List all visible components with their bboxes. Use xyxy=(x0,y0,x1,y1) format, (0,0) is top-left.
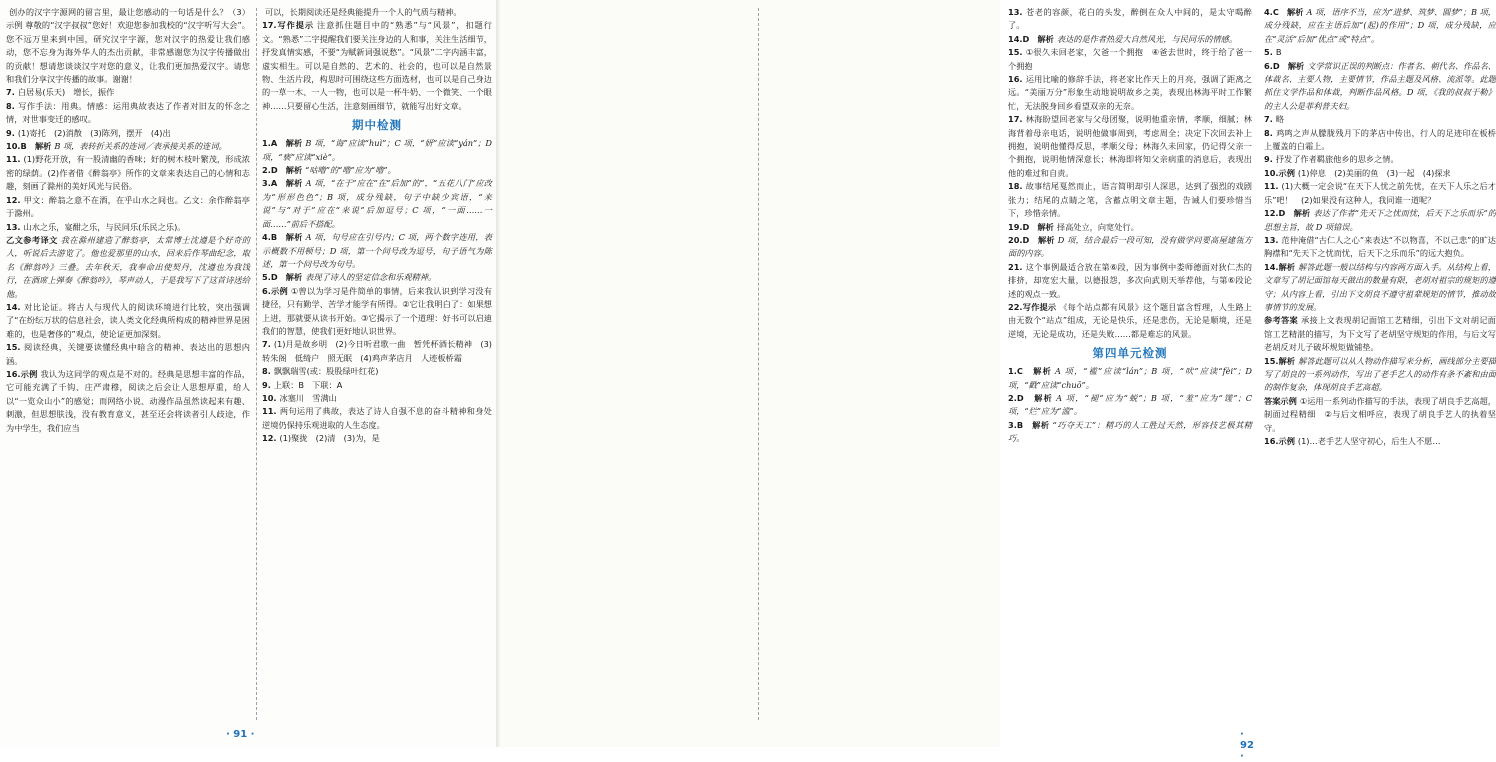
answer-text: 两句运用了典故，表达了诗人自强不息的奋斗精神和身处逆境仍保持乐观进取的人生态度。 xyxy=(262,406,492,430)
answer-item xyxy=(262,285,492,339)
answer-item xyxy=(262,405,492,432)
answer-item xyxy=(1264,207,1496,234)
answer-text: A 项，语序不当，应为“进梦、筑梦、圆梦”；B 项，成分残缺，应在主语后加“(起)的作用”；D 项，成分残缺，应在“灵活”后加“优点”或“特点”。 xyxy=(1264,7,1496,44)
answer-label: D 解析 xyxy=(1022,234,1055,245)
answer-number: 9. xyxy=(6,127,15,138)
answer-item xyxy=(1008,261,1252,301)
answer-number: 9. xyxy=(1264,154,1273,165)
answer-text: A 项，“褪”应为“蜕”；B 项，“羞”应为“馐”；C 项，“烂”应为“滥”。 xyxy=(1008,392,1252,417)
answer-item xyxy=(6,86,250,99)
answer-text: 我认为这同学的观点是不对的。经典是思想丰富的作品，它可能充满了千钩、庄严肃穆，阅读之后会让人思想厚重，给人以“一览众山小”的感觉；而网络小说、动漫作品虽然读起来有趣、刺激，但思想肤浅，没有教育意义，甚至还会将读者引人歧途，作为中学生，我们应当 xyxy=(6,368,250,433)
answer-item xyxy=(1008,113,1252,180)
answer-item xyxy=(1008,365,1252,392)
answer-number: 7. xyxy=(1264,114,1273,125)
answer-text: B 项，“诲”应读“huì”；C 项，“妍”应读“yán”；D 项，“亵”应读“xiè”。 xyxy=(262,138,492,162)
answer-item xyxy=(262,231,492,271)
answer-item xyxy=(1264,234,1496,261)
section-heading: 第四单元检测 xyxy=(1092,346,1168,361)
answer-number: 16. xyxy=(1264,436,1279,446)
answer-text: 可以，长期阅读还是经典能提升一个人的气质与精神。 xyxy=(265,7,462,17)
column-divider-right xyxy=(758,8,759,720)
answer-number: 12. xyxy=(6,194,21,205)
answer-text: 注意抓住题目中的“熟悉”与“风景”，扣题行文。“熟悉”二字提醒我们要关注身边的人和事，关注生活细节，抒发真情实感，不要“为赋新词强说愁”。“风景”二字内涵丰富，虚实相生。可以是自然的、艺术的、社会的，也可以是自然景物、生活片段，构思时可围绕这些方面选材，也可以是自己身边的一草一木、一人一物，也可以是一杯牛奶、一个微笑、一个眼神……只要留心生活，注意刻画细节，就能写出好文章。 xyxy=(262,20,492,111)
answer-number: 19. xyxy=(1008,221,1023,232)
answer-text: (1)停息 (2)美丽的鱼 (3)一起 (4)探求 xyxy=(1297,167,1451,178)
answer-text: 鸡鸣之声从朦胧残月下的茅店中传出，行人的足迹印在板桥上覆盖的白霜上。 xyxy=(1264,127,1496,152)
answer-item xyxy=(1264,435,1496,448)
answer-label: 示例 xyxy=(1278,167,1295,178)
answer-number: 20. xyxy=(1008,234,1023,245)
answer-text: ①曾以为学习是件简单的事情，后来我认识到学习没有捷径，只有勤学、苦学才能学有所得。②它让我明白了：如果想上进，那就要从读书开始。③它揭示了一个道理：好书可以启迪我们的智慧，使我们更好地认识世界。 xyxy=(262,285,492,336)
answer-label: D 解析 xyxy=(1278,208,1311,219)
answer-item xyxy=(1008,180,1252,220)
answer-label: D 解析 xyxy=(1022,221,1054,232)
answer-text: (1)月是故乡明 (2)今日听君歌一曲 暂凭杯酒长精神 (3)转朱阁 低绮户 照无眠 (4)鸡声茅店月 人迹板桥霜 xyxy=(262,339,492,363)
answer-item xyxy=(262,338,492,365)
answer-item xyxy=(1008,234,1252,261)
answer-text: 《每个站点都有风景》这个题目富含哲理，人生路上由无数个“站点”组成，无论是快乐，还是悲伤，无论是顺境，还是逆境，无论是成功，还是失败……都是难忘的风景。 xyxy=(1008,301,1252,339)
answer-item xyxy=(262,137,492,164)
answer-text: 冰塞川 雪满山 xyxy=(279,392,337,403)
answer-text: 对比论证。将古人与现代人的阅读环境进行比较，突出强调了“在纷纭万状的信息社会，读人类文化经典所构成的精神世界是困难的，也是奢侈的”观点，使论证更加深刻。 xyxy=(6,301,250,339)
answer-text: (1)大概一定会说“在天下人忧之前先忧，在天下人乐之后才乐”吧！ (2)如果没有这种人，我同谁一道呢？ xyxy=(1264,181,1496,205)
answer-text: 林海盼望回老家与父母团聚，说明他重亲情，孝顺，细腻；林海背着母亲电话，说明他做事周到，考虑周全；决定下次回去补上拥抱，说明他懂得反思，孝顺父母；林海久未回家，仍记得父亲一个拥抱，说明他情深意长；林海即将知父亲病重的消息后，表现出他的难过和自责。 xyxy=(1008,114,1252,178)
answer-number: 4. xyxy=(262,232,271,243)
answer-number: 8. xyxy=(262,366,271,377)
answer-label: D 解析 xyxy=(1016,392,1054,403)
answer-number: 1. xyxy=(262,138,271,149)
answer-number: 14. xyxy=(1264,261,1279,272)
answer-item xyxy=(6,368,250,435)
answer-item xyxy=(1264,314,1496,354)
answer-item xyxy=(1264,180,1496,207)
right-page xyxy=(500,0,1496,762)
answer-item xyxy=(1264,127,1496,154)
left-page xyxy=(0,0,500,747)
answer-text: 承接上文表现胡记面馆工艺精细，引出下文对胡记面馆工艺精湛的描写，为下文写了老胡坚守规矩的作用，与后文写老胡反对儿子破坏规矩做铺垫。 xyxy=(1264,315,1496,353)
answer-number: 2. xyxy=(262,165,271,176)
answer-number: 9. xyxy=(262,379,271,390)
answer-item xyxy=(6,127,250,140)
answer-text: 创办的汉字字源网的留言里，最让您感动的一句话是什么？（3）示例 尊敬的“汉字叔叔”您好！欢迎您参加我校的“汉字听写大会”。您不远万里来到中国，研究汉字字源，您对汉字的热爱让我们感动，您不忘身为海外华人的杰出贡献，非常感谢您为汉字传播做出的贡献！想请您谈谈汉字对您的意义，让我们更加热爱汉字。请您和我们分享汉字传播的故事。谢谢！ xyxy=(6,7,250,85)
answer-item xyxy=(1008,33,1252,46)
answer-label: 示例 xyxy=(20,368,38,379)
answer-item xyxy=(6,234,250,301)
answer-number: 10. xyxy=(262,392,277,403)
answer-text: 白居易(乐天) 增长，振作 xyxy=(17,87,115,98)
answer-text: 解答此题可以从人物动作描写来分析，画线部分主要描写了胡良的一系列动作，写出了老手艺人的动作有条不紊和由面的制作复杂，体现胡良手艺高超。 xyxy=(1264,355,1496,393)
answer-number: 6. xyxy=(262,285,271,296)
answer-item xyxy=(6,6,250,86)
answer-label: 乙文参考译文 xyxy=(6,234,58,245)
answer-text: ①运用一系列动作描写的手法，表现了胡良手艺高超，制面过程精细 ②与后文相呼应，表现了胡良手艺人的执着坚守。 xyxy=(1264,395,1496,433)
answer-label: D 解析 xyxy=(1272,60,1305,71)
answer-item xyxy=(262,365,492,378)
answer-number: 6. xyxy=(1264,60,1273,71)
answer-label: B 解析 xyxy=(20,141,52,152)
answer-label: 示例 xyxy=(1278,436,1295,446)
answer-number: 8. xyxy=(6,100,15,111)
answer-number: 11. xyxy=(262,406,277,417)
answer-number: 3. xyxy=(1008,419,1017,430)
answer-number: 16. xyxy=(1008,74,1023,85)
answer-label: A 解析 xyxy=(270,138,303,149)
answer-number: 1. xyxy=(1008,366,1017,377)
answer-item xyxy=(1264,153,1496,166)
answer-text: 甲文：醉翁之意不在酒，在乎山水之间也。乙文：余作醉翁亭于滁州。 xyxy=(6,194,250,219)
answer-label: A 解析 xyxy=(270,178,303,189)
answer-text: 阅读经典，关键要读懂经典中暗含的精神、表达出的思想内涵。 xyxy=(6,342,250,366)
answer-number: 5. xyxy=(1264,47,1273,58)
answer-text: (1)寄托 (2)消散 (3)陈列，摆开 (4)出 xyxy=(17,127,188,138)
answer-item xyxy=(262,177,492,231)
answer-text: 这个事例最适合放在第⑥段，因为事例中娄师德面对狄仁杰的排挤，却宽宏大量，以德报怨，多次向武则天举荐他，与第⑥段论述的观点一致。 xyxy=(1008,261,1252,299)
answer-text: D 项，结合最后一段可知，没有做学问要高屋建瓴方面的内容。 xyxy=(1008,234,1253,259)
answer-text: “巧夺天工”：精巧的人工胜过天然，形容技艺极其精巧。 xyxy=(1008,419,1252,444)
answer-item xyxy=(6,153,250,193)
answer-number: 10. xyxy=(6,141,21,152)
left-column-2 xyxy=(262,6,492,721)
answer-number: 17. xyxy=(1008,114,1023,125)
answer-label: C 解析 xyxy=(1016,366,1052,377)
answer-text: (1)聚拢 (2)清 (3)为，是 xyxy=(279,433,380,444)
answer-label: 写作提示 xyxy=(1022,301,1057,312)
left-column-1 xyxy=(6,6,250,721)
answer-text: A 项，“在于”应在“在”后加“的”，“五花八门”应改为“形形色色”；B 项，成分残缺，句子中缺少宾语，“来说”与“对于”应在“来说”后加逗号；C 项，“一面……一面……”前后不搭配。 xyxy=(262,178,492,229)
answer-item xyxy=(1264,46,1496,59)
answer-number: 12. xyxy=(262,433,277,444)
answer-label: 写作提示 xyxy=(276,20,314,31)
answer-number: 11. xyxy=(1264,181,1279,192)
answer-number: 14. xyxy=(1008,33,1023,44)
answer-item xyxy=(262,392,492,405)
section-heading: 期中检测 xyxy=(352,118,402,133)
answer-label: 解析 xyxy=(1278,261,1296,272)
answer-text: 解答此题一般以结构与内容两方面入手。从结构上看，文章写了胡记面馆每天做出的数量有限，老胡对祖宗的规矩的遵守；从内容上看，引出下文胡良不遵守祖辈规矩的情节，推动故事情节的发展。 xyxy=(1264,261,1496,312)
answer-text: 范仲淹借“古仁人之心”来表达“不以物喜，不以己悲”的旷达胸襟和“先天下之忧而忧，后天下之乐而乐”的远大抱负。 xyxy=(1264,234,1496,259)
answer-number: 12. xyxy=(1264,208,1279,219)
answer-item xyxy=(1008,73,1252,113)
answer-text: ①很久未回老家，欠爸一个拥抱 ④爸去世时，终于给了爸一个拥抱 xyxy=(1008,47,1252,71)
answer-text: 写作手法：用典。情感：运用典故表达了作者对旧友的怀念之情，对世事变迁的感叹。 xyxy=(6,100,250,125)
answer-text: 山水之乐，宴酣之乐，与民同乐(乐民之乐)。 xyxy=(23,221,186,232)
answer-number: 22. xyxy=(1008,301,1023,312)
answer-item xyxy=(1264,60,1496,114)
answer-item xyxy=(1264,113,1496,126)
answer-text: 择高处立，向宽处行。 xyxy=(1056,221,1139,232)
answer-label: 示例 xyxy=(270,285,288,296)
answer-number: 11. xyxy=(6,154,21,165)
answer-item xyxy=(1264,395,1496,435)
answer-item xyxy=(1008,419,1252,446)
answer-number: 7. xyxy=(6,87,15,98)
answer-text: “咕噜”的“噜”应为“噜”。 xyxy=(305,165,396,176)
answer-item xyxy=(6,194,250,221)
answer-item xyxy=(1008,6,1252,33)
answer-item xyxy=(262,432,492,445)
answer-number: 16. xyxy=(6,368,21,379)
answer-item xyxy=(6,140,250,153)
answer-text: B xyxy=(1275,47,1282,58)
answer-label: C 解析 xyxy=(1272,7,1304,17)
answer-number: 3. xyxy=(262,178,271,189)
column-divider-left xyxy=(256,8,257,720)
answer-item xyxy=(6,341,250,368)
answer-number: 15. xyxy=(1264,355,1279,366)
answer-item xyxy=(262,19,492,113)
answer-item xyxy=(262,164,492,177)
right-column-2 xyxy=(1264,6,1496,721)
answer-number: 13. xyxy=(6,221,21,232)
answer-text: B 项，表转折关系的连词／表承接关系的连词。 xyxy=(54,141,227,152)
answer-item xyxy=(6,221,250,234)
answer-text: (1)…老手艺人坚守初心，后生人不愿… xyxy=(1297,436,1441,446)
answer-label: 解析 xyxy=(1278,355,1296,366)
answer-number: 14. xyxy=(6,301,21,312)
answer-text: 表现了诗人的坚定信念和乐观精神。 xyxy=(305,272,437,283)
answer-item xyxy=(1264,261,1496,315)
answer-label: B 解析 xyxy=(1016,419,1050,430)
answer-text: 略 xyxy=(1275,114,1285,125)
answer-text: 运用比喻的修辞手法，将老家比作天上的月亮，强调了距离之远。“美丽万分”形象生动地说明故乡之美，表现出林海平时工作繁忙，无法脱身回乡看望双亲的无奈。 xyxy=(1008,74,1252,111)
answer-number: 17. xyxy=(262,20,277,31)
answer-number: 15. xyxy=(1008,47,1023,58)
answer-item xyxy=(262,271,492,284)
answer-text: 上联：B 下联：A xyxy=(273,379,343,390)
answer-item xyxy=(1008,46,1252,73)
answer-number: 4. xyxy=(1264,7,1273,17)
answer-label: D 解析 xyxy=(1022,33,1054,44)
answer-number: 7. xyxy=(262,339,271,350)
answer-number: 5. xyxy=(262,272,271,283)
answer-number: 13. xyxy=(1008,7,1023,17)
answer-number: 13. xyxy=(1264,234,1279,245)
answer-number: 2. xyxy=(1008,392,1017,403)
right-column-1 xyxy=(1008,6,1252,721)
answer-text: (1)野花开放，有一股清幽的香味；好的树木枝叶繁茂，形成浓密的绿荫。(2)作者借《醉翁亭》所作的文章来表达自己的心情和志趣，刻画了滁州的美好风光与民俗。 xyxy=(6,154,250,192)
page-number-left: · 91 · xyxy=(226,729,255,740)
answer-item xyxy=(262,379,492,392)
answer-item xyxy=(1264,167,1496,180)
answer-item xyxy=(1264,6,1496,46)
answer-label: 参考答案 xyxy=(1264,315,1298,326)
answer-text: 文学常识正误的判断点：作者名、朝代名、作品名、体裁名、主要人物，主要情节，作品主题及风格、流派等。此题抓住文学作品和体裁，判断作品风格。D 项，《我的叔叔于勒》的主人公是菲利普夫妇。 xyxy=(1264,60,1496,111)
answer-number: 18. xyxy=(1008,181,1023,192)
answer-item xyxy=(262,6,492,19)
answer-item xyxy=(1008,301,1252,341)
answer-text: 表达了作者“先天下之忧而忧，后天下之乐而乐”的思想主旨，故 D 项错误。 xyxy=(1264,208,1496,232)
answer-item xyxy=(1008,392,1252,419)
answer-item xyxy=(1008,221,1252,234)
answer-number: 8. xyxy=(1264,127,1273,138)
answer-text: 飘飘瑞雪(或：股股绿叶红花) xyxy=(273,366,379,377)
page-number-right: · 92 · xyxy=(1240,729,1254,762)
answer-text: 我在滁州建造了醉翁亭，太常博士沈遵是个好奇的人，听说后去游览了。他也爱那里的山水，回来后作琴曲纪念，取名《醉翁吟》三叠。去年秋天，我奉命出使契丹，沈遵也为我饯行，在酒席上弹奏《醉翁吟》，琴声动人，于是我写下了这首诗送给他。 xyxy=(6,234,250,299)
answer-text: 故事结尾戛然而止，语言简明却引人深思，达到了强烈的戏剧张力；结尾的点睛之笔，含蓄点明文章主题，告诫人们要珍惜当下，珍惜亲情。 xyxy=(1008,181,1252,219)
answer-text: A 项，“褴”应读“lán”；B 项，“吠”应读“fèi”；D 项，“戳”应读“chuō”。 xyxy=(1008,366,1252,390)
answer-number: 10. xyxy=(1264,167,1279,178)
answer-text: A 项，句号应在引号内；C 项，两个数字连用，表示概数不用顿号；D 项，第一个问号改为逗号，句子语气为陈述，第一个问号改为句号。 xyxy=(262,232,492,269)
answer-number: 21. xyxy=(1008,261,1023,272)
answer-text: 抒发了作者羁旅他乡的思乡之情。 xyxy=(1275,154,1399,165)
answer-text: 苍老的容颜，花白的头发，醉倒在众人中间的，是太守喝醉了。 xyxy=(1008,7,1252,31)
answer-label: D 解析 xyxy=(270,165,303,176)
answer-label: D 解析 xyxy=(270,272,303,283)
answer-label: B 解析 xyxy=(270,232,303,243)
answer-number: 15. xyxy=(6,342,21,353)
answer-item xyxy=(6,301,250,341)
answer-label: 答案示例 xyxy=(1264,395,1297,406)
answer-text: 表达的是作者热爱大自然风光，与民同乐的情感。 xyxy=(1056,33,1238,44)
answer-item xyxy=(1264,355,1496,395)
answer-item xyxy=(6,100,250,127)
